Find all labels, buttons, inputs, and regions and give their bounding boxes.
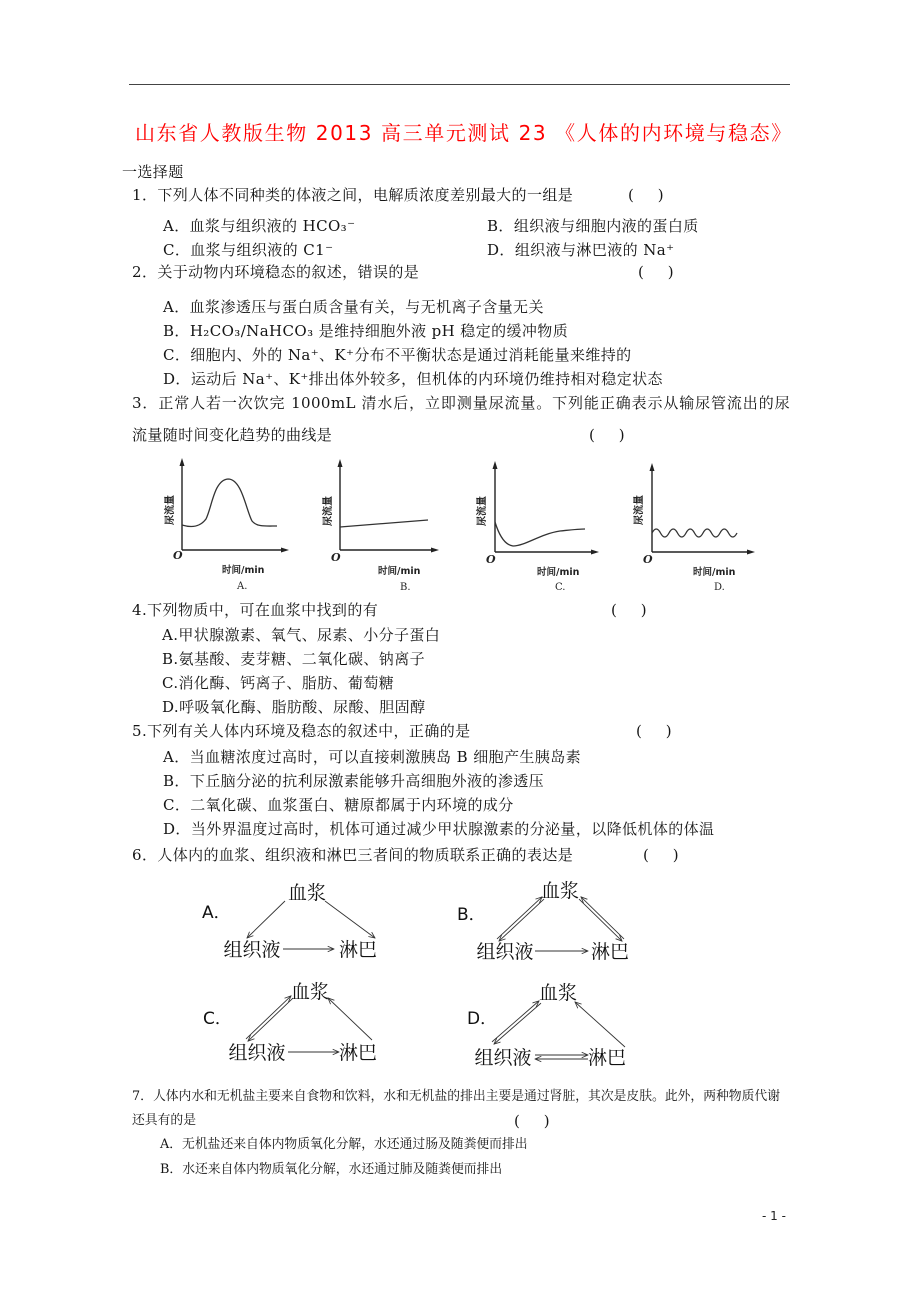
question-stem: 4.下列物质中，可在血浆中找到的有	[132, 601, 379, 619]
y-axis-arrow-icon	[650, 463, 655, 471]
option-text: 当外界温度过高时，机体可通过减少甲状腺激素的分泌量，以降低机体的体温	[190, 820, 715, 838]
option-text: 血浆与组织液的 C1⁻	[190, 241, 334, 259]
option-label: B．	[163, 772, 190, 790]
arrow-lymph-to-plasma	[581, 897, 624, 939]
option-b	[160, 1160, 502, 1180]
x-axis-label: 时间/min	[378, 566, 421, 577]
tissue-fluid-label: 组织液	[476, 941, 534, 963]
option-text: 氨基酸、麦芽糖、二氧化碳、钠离子	[178, 650, 425, 668]
y-axis-label: 尿流量	[634, 495, 645, 525]
graph-option-label: D.	[714, 582, 725, 593]
question-stem: 6．人体内的血浆、组织液和淋巴三者间的物质联系正确的表达是	[132, 846, 574, 864]
arrow-plasma-to-tissue-fluid	[494, 1003, 541, 1044]
graph-b	[320, 455, 460, 595]
option-text: 当血糖浓度过高时，可以直接刺激胰岛 B 细胞产生胰岛素	[189, 748, 582, 766]
answer-blank: ( )	[628, 186, 664, 204]
option-text: 组织液与细胞内液的蛋白质	[513, 217, 699, 235]
option-a	[160, 1135, 528, 1155]
y-axis-label: 尿流量	[477, 496, 488, 526]
option-label: C．	[163, 796, 191, 814]
option-d	[163, 369, 663, 389]
diagram-b	[457, 880, 629, 963]
diagram-option-label: A．	[202, 903, 231, 923]
diagram-d	[467, 982, 626, 1069]
urine-flow-curve	[340, 520, 428, 527]
option-text: 二氧化碳、血浆蛋白、糖原都属于内环境的成分	[190, 796, 514, 814]
diagram-a	[202, 882, 377, 961]
answer-blank: ( )	[611, 601, 647, 619]
option-label: C．	[163, 241, 191, 259]
option-label: C．	[163, 346, 191, 364]
x-axis-arrow-icon	[747, 550, 755, 555]
x-axis-label: 时间/min	[222, 565, 265, 576]
graph-option-label: A.	[237, 581, 248, 592]
option-b	[163, 771, 544, 791]
option-text: 呼吸氧化酶、脂肪酸、尿酸、胆固醇	[179, 698, 426, 716]
option-a	[162, 625, 440, 645]
urine-flow-curve	[652, 529, 737, 537]
diagram-option-label: B．	[457, 905, 486, 925]
origin-label: O	[486, 553, 496, 566]
arrow-lymph-to-plasma	[575, 1002, 625, 1047]
option-label: B．	[160, 1162, 183, 1177]
x-axis-label: 时间/min	[537, 567, 580, 578]
option-label: B.	[162, 650, 179, 668]
question-stem-line-2: 还具有的是	[132, 1113, 196, 1128]
option-text: H₂CO₃/NaHCO₃ 是维持细胞外液 pH 稳定的缓冲物质	[189, 322, 569, 340]
option-label: D.	[162, 698, 180, 716]
plasma-label: 血浆	[538, 982, 578, 1004]
graph-option-label: C.	[555, 582, 566, 593]
question-stem: 5.下列有关人体内环境及稳态的叙述中，正确的是	[132, 722, 471, 740]
diagram-option-label: D．	[467, 1009, 498, 1029]
option-text: 细胞内、外的 Na⁺、K⁺分布不平衡状态是通过消耗能量来维持的	[190, 346, 632, 364]
answer-blank: ( )	[638, 263, 674, 281]
answer-blank: ( )	[643, 846, 679, 864]
option-c	[163, 240, 333, 260]
option-d	[163, 819, 714, 839]
option-b	[163, 321, 568, 341]
plasma-label: 血浆	[290, 981, 330, 1003]
section-title: 一选择题	[122, 163, 184, 181]
option-label: D．	[487, 241, 515, 259]
lymph-label: 淋巴	[587, 1047, 627, 1069]
arrow-plasma-to-tissue-fluid	[248, 998, 293, 1041]
option-text: 血浆渗透压与蛋白质含量有关，与无机离子含量无关	[189, 298, 544, 316]
arrow-plasma-to-lymph	[579, 899, 622, 941]
option-text: 血浆与组织液的 HCO₃⁻	[189, 217, 356, 235]
tissue-fluid-label: 组织液	[228, 1042, 286, 1064]
option-label: D．	[163, 820, 191, 838]
urine-flow-curve	[182, 479, 277, 527]
lymph-label: 淋巴	[338, 939, 378, 961]
arrow-plasma-to-tissue-fluid	[499, 899, 544, 941]
arrow-plasma-to-lymph	[325, 901, 375, 938]
option-label: A.	[162, 626, 179, 644]
question-stem-line-2: 流量随时间变化趋势的曲线是	[132, 426, 333, 444]
option-label: B．	[163, 322, 190, 340]
option-c	[162, 673, 394, 693]
arrow-plasma-to-tissue-fluid	[247, 901, 285, 938]
graph-c	[475, 455, 615, 595]
question-stem-line-1: 7．人体内水和无机盐主要来自食物和饮料，水和无机盐的排出主要是通过肾脏，其次是皮肤。此外，两种物质代谢	[132, 1089, 780, 1104]
option-b	[487, 216, 699, 236]
option-label: B．	[487, 217, 514, 235]
y-axis-arrow-icon	[493, 461, 498, 469]
option-text: 下丘脑分泌的抗利尿激素能够升高细胞外液的渗透压	[189, 772, 545, 790]
graph-d	[630, 455, 770, 595]
origin-label: O	[331, 551, 341, 564]
arrow-tissue-fluid-to-plasma	[492, 1001, 539, 1042]
option-label: A．	[163, 217, 190, 235]
x-axis-arrow-icon	[431, 548, 439, 553]
question-stem-line-1: 3．正常人若一次饮完 1000mL 清水后，立即测量尿流量。下列能正确表示从输尿管流出的尿	[132, 394, 790, 412]
lymph-label: 淋巴	[590, 941, 630, 963]
option-text: 无机盐还来自体内物质氧化分解，水还通过肠及随粪便而排出	[182, 1137, 528, 1152]
y-axis-label: 尿流量	[165, 495, 176, 525]
option-text: 组织液与淋巴液的 Na⁺	[514, 241, 675, 259]
option-c	[163, 795, 514, 815]
urine-flow-curve	[495, 522, 585, 546]
diagram-option-label: C．	[203, 1009, 232, 1029]
option-a	[163, 747, 581, 767]
arrow-tissue-fluid-to-plasma	[246, 996, 291, 1039]
question-stem: 2．关于动物内环境稳态的叙述，错误的是	[132, 263, 420, 281]
y-axis-arrow-icon	[180, 458, 185, 466]
option-label: C.	[162, 674, 179, 692]
option-b	[162, 649, 425, 669]
option-a	[163, 297, 544, 317]
x-axis-arrow-icon	[591, 550, 599, 555]
option-label: D．	[163, 370, 191, 388]
option-a	[163, 216, 355, 236]
origin-label: O	[643, 553, 653, 566]
answer-blank: ( )	[636, 722, 672, 740]
option-d	[162, 697, 425, 717]
tissue-fluid-label: 组织液	[474, 1047, 532, 1069]
question-stem: 1．下列人体不同种类的体液之间，电解质浓度差别最大的一组是	[132, 186, 574, 204]
plasma-label: 血浆	[540, 880, 580, 902]
option-text: 运动后 Na⁺、K⁺排出体外较多，但机体的内环境仍维持相对稳定状态	[190, 370, 663, 388]
y-axis-arrow-icon	[338, 459, 343, 467]
arrow-lymph-to-plasma	[328, 998, 372, 1040]
lymph-label: 淋巴	[338, 1042, 378, 1064]
option-text: 水还来自体内物质氧化分解，水还通过肺及随粪便而排出	[182, 1162, 503, 1177]
option-label: A．	[163, 298, 190, 316]
fluid-relationship-diagrams	[190, 865, 660, 1080]
y-axis-label: 尿流量	[323, 496, 334, 526]
option-label: A．	[163, 748, 190, 766]
option-c	[163, 345, 632, 365]
header-rule	[129, 84, 790, 85]
arrow-tissue-fluid-to-plasma	[497, 897, 542, 939]
diagram-c	[203, 981, 377, 1064]
option-d	[487, 240, 674, 260]
answer-blank: ( )	[514, 1112, 550, 1130]
origin-label: O	[173, 549, 183, 562]
x-axis-arrow-icon	[281, 548, 289, 553]
x-axis-label: 时间/min	[693, 567, 736, 578]
page-number: - 1 -	[762, 1209, 786, 1223]
plasma-label: 血浆	[287, 882, 327, 904]
option-text: 消化酶、钙离子、脂肪、葡萄糖	[178, 674, 395, 692]
tissue-fluid-label: 组织液	[223, 939, 281, 961]
option-label: A．	[160, 1137, 183, 1152]
answer-blank: ( )	[589, 426, 625, 444]
page-title: 山东省人教版生物 2013 高三单元测试 23 《人体的内环境与稳态》	[135, 121, 793, 145]
graph-a	[160, 455, 300, 595]
option-text: 甲状腺激素、氧气、尿素、小分子蛋白	[178, 626, 441, 644]
graph-option-label: B.	[400, 582, 411, 593]
